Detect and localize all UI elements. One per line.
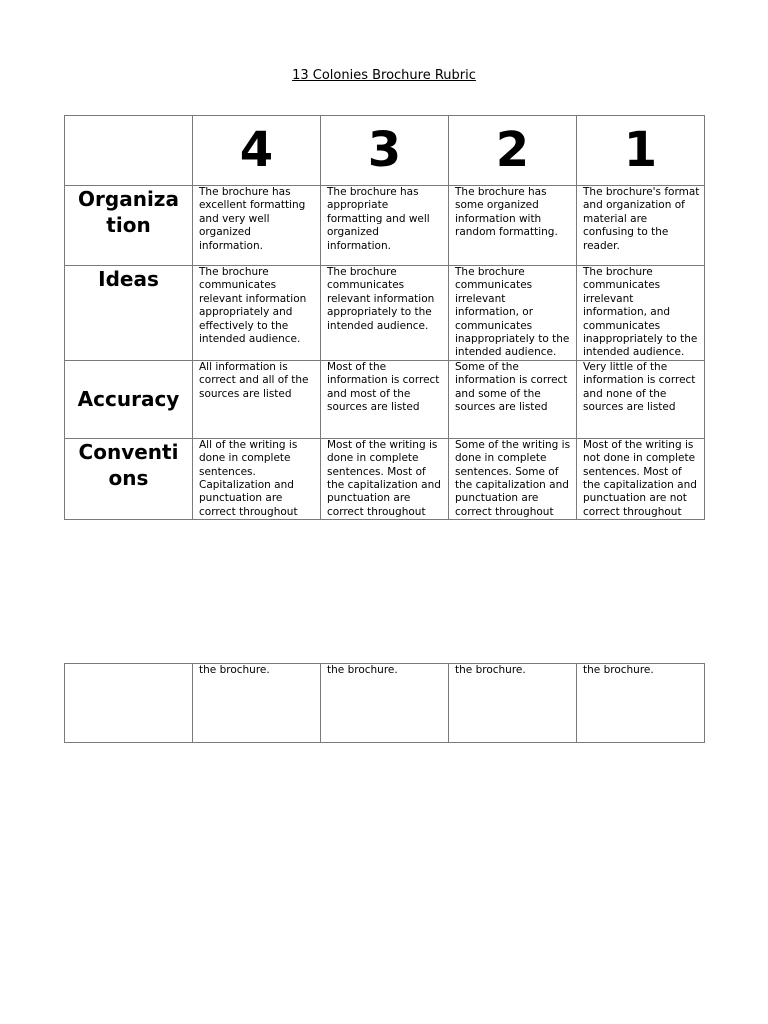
continuation-row [65, 664, 705, 743]
document-title: 13 Colonies Brochure Rubric [292, 68, 476, 83]
criterion-conventions: Conventi ons [65, 438, 193, 519]
continuation-score-4: the brochure. [193, 664, 321, 743]
continuation-score-3: the brochure. [321, 664, 449, 743]
accuracy-score-3: Most of the information is correct and most of the sources are listed [321, 360, 449, 438]
rubric-row-accuracy [65, 360, 705, 438]
header-corner-cell [65, 116, 193, 186]
score-header-row [65, 116, 705, 186]
ideas-score-4: The brochure communicates relevant information appropriately and effectively to the intended audience. [193, 266, 321, 361]
score-3-header: 3 [321, 116, 449, 186]
organization-score-4: The brochure has excellent formatting and very well organized information. [193, 186, 321, 266]
criterion-accuracy: Accuracy [65, 360, 193, 438]
rubric-row-organization [65, 186, 705, 266]
ideas-score-1: The brochure communicates irrelevant information, and communicates inappropriately to the intended audience. [577, 266, 705, 361]
organization-score-1: The brochure's format and organization of material are confusing to the reader. [577, 186, 705, 266]
conventions-score-3: Most of the writing is done in complete sentences. Most of the capitalization and punctuation are correct throughout [321, 438, 449, 519]
ideas-score-3: The brochure communicates relevant information appropriately to the intended audience. [321, 266, 449, 361]
organization-score-2: The brochure has some organized information with random formatting. [449, 186, 577, 266]
score-1-header: 1 [577, 116, 705, 186]
organization-score-3: The brochure has appropriate formatting and well organized information. [321, 186, 449, 266]
conventions-score-4: All of the writing is done in complete sentences. Capitalization and punctuation are correct throughout [193, 438, 321, 519]
criterion-ideas: Ideas [65, 266, 193, 361]
continuation-criterion-cell [65, 664, 193, 743]
rubric-table-continuation [64, 663, 705, 743]
rubric-row-ideas [65, 266, 705, 361]
accuracy-score-1: Very little of the information is correct and none of the sources are listed [577, 360, 705, 438]
accuracy-score-2: Some of the information is correct and some of the sources are listed [449, 360, 577, 438]
continuation-score-1: the brochure. [577, 664, 705, 743]
rubric-table [64, 115, 705, 520]
ideas-score-2: The brochure communicates irrelevant information, or communicates inappropriately to the intended audience. [449, 266, 577, 361]
continuation-score-2: the brochure. [449, 664, 577, 743]
score-4-header: 4 [193, 116, 321, 186]
conventions-score-1: Most of the writing is not done in complete sentences. Most of the capitalization and punctuation are not correct throughout [577, 438, 705, 519]
rubric-row-conventions [65, 438, 705, 519]
accuracy-score-4: All information is correct and all of the sources are listed [193, 360, 321, 438]
score-2-header: 2 [449, 116, 577, 186]
criterion-organization: Organiza tion [65, 186, 193, 266]
conventions-score-2: Some of the writing is done in complete sentences. Some of the capitalization and punctuation are correct throughout [449, 438, 577, 519]
